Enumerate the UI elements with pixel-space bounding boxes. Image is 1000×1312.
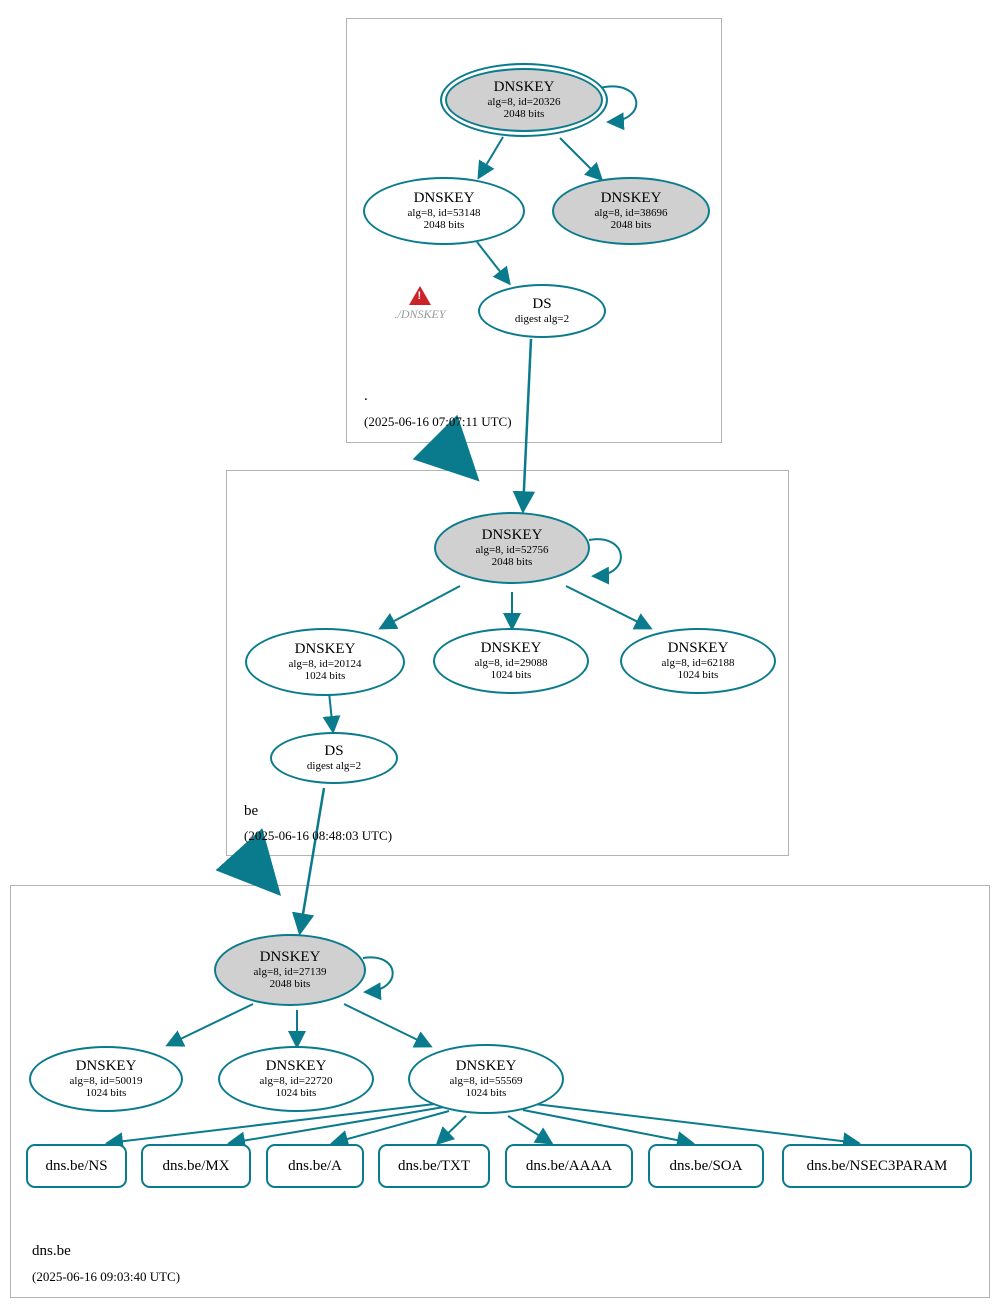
rrset-label: dns.be/AAAA — [525, 1157, 613, 1174]
node-label-line1: DNSKEY — [259, 949, 321, 966]
node-label-line2: alg=8, id=62188 — [661, 657, 735, 670]
node-label-line1: DS — [324, 743, 344, 760]
node-root-key-38696[interactable] — [552, 177, 710, 245]
node-label-line1: DNSKEY — [481, 527, 543, 544]
node-label-line1: DNSKEY — [265, 1058, 327, 1075]
zone-label-be-time: (2025-06-16 08:48:03 UTC) — [244, 828, 393, 843]
zone-label-root-name: . — [364, 388, 368, 404]
node-dnsbe-ksk-27139[interactable] — [214, 934, 366, 1006]
rrset-a[interactable] — [266, 1144, 364, 1188]
node-label-line3: 1024 bits — [490, 669, 532, 682]
node-label-line1: DNSKEY — [294, 641, 356, 658]
node-root-ds[interactable] — [478, 284, 606, 338]
node-root-ksk-20326[interactable] — [440, 63, 608, 137]
node-be-zsk-29088[interactable] — [433, 628, 589, 694]
node-label-line1: DNSKEY — [493, 79, 555, 96]
node-dnsbe-key-50019[interactable] — [29, 1046, 183, 1112]
node-label-line1: DS — [532, 296, 552, 313]
node-be-zsk-62188[interactable] — [620, 628, 776, 694]
rrset-label: dns.be/NS — [45, 1157, 108, 1174]
node-label-line1: DNSKEY — [75, 1058, 137, 1075]
rrset-ns[interactable] — [26, 1144, 127, 1188]
node-label-line2: alg=8, id=27139 — [253, 966, 327, 979]
warning-root-dnskey[interactable] — [383, 286, 457, 326]
node-label-line2: alg=8, id=38696 — [594, 207, 668, 220]
node-label-line3: 1024 bits — [304, 670, 346, 683]
node-be-ksk-52756[interactable] — [434, 512, 590, 584]
node-label-line1: DNSKEY — [600, 190, 662, 207]
node-dnsbe-key-22720[interactable] — [218, 1046, 374, 1112]
node-label-line2: alg=8, id=20326 — [487, 96, 561, 109]
warning-triangle-icon — [409, 286, 431, 305]
zone-label-be-name: be — [244, 803, 259, 819]
rrset-label: dns.be/A — [288, 1157, 342, 1174]
node-label-line3: 2048 bits — [423, 219, 465, 232]
rrset-nsec3param[interactable] — [782, 1144, 972, 1188]
node-root-zsk-53148[interactable] — [363, 177, 525, 245]
node-label-line1: DNSKEY — [480, 640, 542, 657]
node-label-line2: alg=8, id=53148 — [407, 207, 481, 220]
node-label-line3: 2048 bits — [269, 978, 311, 991]
node-be-ds[interactable] — [270, 732, 398, 784]
node-be-zsk-20124[interactable] — [245, 628, 405, 696]
rrset-mx[interactable] — [141, 1144, 251, 1188]
node-label-line2: alg=8, id=55569 — [449, 1075, 523, 1088]
node-label-line1: DNSKEY — [667, 640, 729, 657]
node-label-line2: digest alg=2 — [514, 313, 570, 326]
rrset-label: dns.be/SOA — [669, 1157, 743, 1174]
node-dnsbe-zsk-55569[interactable] — [408, 1044, 564, 1114]
zone-label-dnsbe-name: dns.be — [32, 1243, 71, 1259]
node-label-line2: alg=8, id=29088 — [474, 657, 548, 670]
node-label-line1: DNSKEY — [413, 190, 475, 207]
zone-label-root-time: (2025-06-16 07:07:11 UTC) — [364, 414, 512, 429]
rrset-soa[interactable] — [648, 1144, 764, 1188]
node-label-line2: alg=8, id=50019 — [69, 1075, 143, 1088]
node-label-line2: alg=8, id=22720 — [259, 1075, 333, 1088]
rrset-label: dns.be/MX — [162, 1157, 230, 1174]
node-label-line1: DNSKEY — [455, 1058, 517, 1075]
node-label-line3: 2048 bits — [503, 108, 545, 121]
node-label-line2: alg=8, id=52756 — [475, 544, 549, 557]
rrset-aaaa[interactable] — [505, 1144, 633, 1188]
node-label-line2: alg=8, id=20124 — [288, 658, 362, 671]
node-label-line3: 2048 bits — [491, 556, 533, 569]
zone-label-dnsbe-time: (2025-06-16 09:03:40 UTC) — [32, 1269, 181, 1284]
node-label-line3: 2048 bits — [610, 219, 652, 232]
node-label-line3: 1024 bits — [275, 1087, 317, 1100]
rrset-txt[interactable] — [378, 1144, 490, 1188]
node-label-line3: 1024 bits — [677, 669, 719, 682]
node-label-line3: 1024 bits — [85, 1087, 127, 1100]
node-label-line3: 1024 bits — [465, 1087, 507, 1100]
rrset-label: dns.be/NSEC3PARAM — [806, 1157, 948, 1174]
warning-label: ./DNSKEY — [394, 307, 446, 321]
node-label-line2: digest alg=2 — [306, 760, 362, 773]
rrset-label: dns.be/TXT — [397, 1157, 471, 1174]
